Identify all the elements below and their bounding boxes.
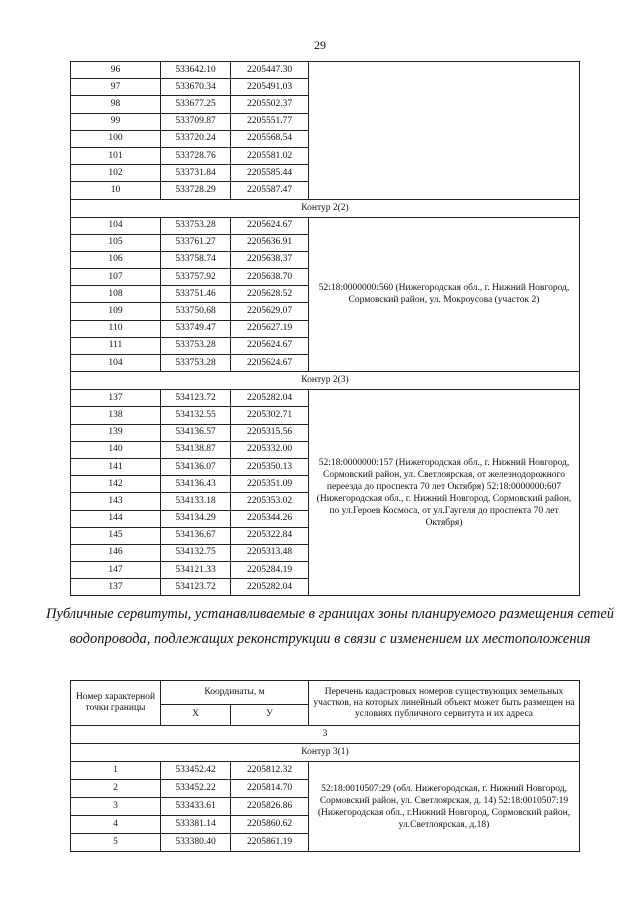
coord-y: 2205814.70: [231, 780, 309, 798]
point-number: 137: [71, 390, 161, 407]
coord-x: 533758.74: [161, 251, 231, 268]
table-row: [71, 762, 580, 780]
point-number: 100: [71, 130, 161, 147]
coord-x: 533677.25: [161, 96, 231, 113]
coord-y: 2205322.84: [231, 527, 309, 544]
coord-x: 533452.22: [161, 780, 231, 798]
coord-y: 2205282.04: [231, 579, 309, 596]
point-number: 139: [71, 424, 161, 441]
coord-y: 2205502.37: [231, 96, 309, 113]
table-row: [71, 62, 580, 79]
coord-y: 2205491.03: [231, 79, 309, 96]
point-number: 146: [71, 544, 161, 561]
coord-x: 533751.46: [161, 286, 231, 303]
point-number: 105: [71, 234, 161, 251]
point-number: 104: [71, 355, 161, 372]
coord-y: 2205332.00: [231, 441, 309, 458]
point-number: 99: [71, 113, 161, 130]
coord-x: 534136.43: [161, 476, 231, 493]
coord-x: 534123.72: [161, 579, 231, 596]
contour-header-row: [71, 199, 580, 217]
coord-y: 2205860.62: [231, 816, 309, 834]
header-coordinates: Координаты, м: [161, 681, 309, 705]
header-point-number: Номер характерной точки границы: [71, 681, 161, 726]
coord-x: 533642.10: [161, 62, 231, 79]
coord-x: 533750.68: [161, 303, 231, 320]
page-number: 29: [314, 38, 326, 52]
coord-x: 533452.42: [161, 762, 231, 780]
point-number: 140: [71, 441, 161, 458]
table-row: [71, 217, 580, 234]
contour-header: Контур 2(3): [71, 372, 580, 390]
coord-y: 2205624.67: [231, 337, 309, 354]
coord-y: 2205568.54: [231, 130, 309, 147]
point-number: 145: [71, 527, 161, 544]
cadastral-description: [309, 62, 580, 200]
cadastral-description: 52:18:0000000:560 (Нижегородская обл., г. Нижний Новгород, Сормовский район, ул. Мокроусова (участок 2): [309, 217, 580, 372]
contour-header: Контур 3(1): [71, 744, 580, 762]
coord-x: 533709.87: [161, 113, 231, 130]
coord-y: 2205284.19: [231, 562, 309, 579]
point-number: 97: [71, 79, 161, 96]
coord-x: 533728.29: [161, 182, 231, 199]
coord-x: 533761.27: [161, 234, 231, 251]
point-number: 3: [71, 798, 161, 816]
point-number: 147: [71, 562, 161, 579]
table-row: [71, 390, 580, 407]
coord-y: 2205353.02: [231, 493, 309, 510]
coord-y: 2205861.19: [231, 834, 309, 852]
coord-x: 533670.34: [161, 79, 231, 96]
coord-y: 2205313.48: [231, 544, 309, 561]
point-number: 2: [71, 780, 161, 798]
header-x: X: [161, 704, 231, 725]
coord-y: 2205629.07: [231, 303, 309, 320]
contour-header: Контур 2(2): [71, 199, 580, 217]
coord-x: 533728.76: [161, 147, 231, 164]
coord-x: 534138.87: [161, 441, 231, 458]
cadastral-description: 52:18:0000000:157 (Нижегородская обл., г. Нижний Новгород, Сормовский район, ул. Светлоярская, от железнодорожного переезда до проспекта 70 лет Октября) 52:18:0000000:607 (Нижегородская обл., г. Нижний Новгород, Сормовский район, по ул.Героев Космоса, от ул.Гаугеля до проспекта 70 лет Октября): [309, 390, 580, 596]
coord-x: 533753.28: [161, 337, 231, 354]
point-number: 5: [71, 834, 161, 852]
point-number: 110: [71, 320, 161, 337]
point-number: 102: [71, 165, 161, 182]
servitude-table: [70, 680, 580, 852]
coord-x: 533731.84: [161, 165, 231, 182]
coord-x: 534132.55: [161, 407, 231, 424]
point-number: 144: [71, 510, 161, 527]
point-number: 111: [71, 337, 161, 354]
point-number: 10: [71, 182, 161, 199]
coord-x: 533753.28: [161, 217, 231, 234]
coord-y: 2205351.09: [231, 476, 309, 493]
coord-x: 534121.33: [161, 562, 231, 579]
coord-y: 2205638.37: [231, 251, 309, 268]
point-number: 104: [71, 217, 161, 234]
point-number: 1: [71, 762, 161, 780]
coord-x: 534132.75: [161, 544, 231, 561]
coord-y: 2205581.02: [231, 147, 309, 164]
point-number: 98: [71, 96, 161, 113]
point-number: 106: [71, 251, 161, 268]
coord-x: 534134.29: [161, 510, 231, 527]
coord-y: 2205302.71: [231, 407, 309, 424]
point-number: 96: [71, 62, 161, 79]
coord-y: 2205826.86: [231, 798, 309, 816]
coord-y: 2205627.19: [231, 320, 309, 337]
coord-x: 534136.07: [161, 458, 231, 475]
coord-y: 2205447.30: [231, 62, 309, 79]
coord-x: 534133.18: [161, 493, 231, 510]
point-number: 142: [71, 476, 161, 493]
coord-x: 534136.67: [161, 527, 231, 544]
coord-x: 533753.28: [161, 355, 231, 372]
coord-x: 534123.72: [161, 390, 231, 407]
coord-y: 2205636.91: [231, 234, 309, 251]
header-y: У: [231, 704, 309, 725]
coord-x: 533720.24: [161, 130, 231, 147]
coord-y: 2205585.44: [231, 165, 309, 182]
point-number: 143: [71, 493, 161, 510]
header-cadastral-list: Перечень кадастровых номеров существующих земельных участков, на которых линейный объект может быть размещен на условиях публичного сервитута и их адреса: [309, 681, 580, 726]
coordinates-table-top: [70, 61, 580, 596]
point-number: 108: [71, 286, 161, 303]
coord-y: 2205638.70: [231, 269, 309, 286]
coord-y: 2205315.56: [231, 424, 309, 441]
coord-y: 2205551.77: [231, 113, 309, 130]
point-number: 107: [71, 269, 161, 286]
coord-x: 533757.92: [161, 269, 231, 286]
column-number-row: 3: [71, 726, 580, 744]
coord-y: 2205587.47: [231, 182, 309, 199]
coord-y: 2205350.13: [231, 458, 309, 475]
contour-header-row: [71, 372, 580, 390]
coord-x: 534136.57: [161, 424, 231, 441]
point-number: 141: [71, 458, 161, 475]
coord-x: 533433.61: [161, 798, 231, 816]
coord-y: 2205282.04: [231, 390, 309, 407]
coord-x: 533381.14: [161, 816, 231, 834]
coord-y: 2205812.32: [231, 762, 309, 780]
coord-y: 2205628.52: [231, 286, 309, 303]
point-number: 101: [71, 147, 161, 164]
coord-y: 2205344.26: [231, 510, 309, 527]
point-number: 4: [71, 816, 161, 834]
section-title: Публичные сервитуты, устанавливаемые в границах зоны планируемого размещения сетей водопровода, подлежащих реконструкции в связи с изменением их местоположения: [45, 606, 615, 647]
point-number: 138: [71, 407, 161, 424]
cadastral-description: 52:18:0010507:29 (обл. Нижегородская, г. Нижний Новгород, Сормовский район, ул. Светлоярская, д. 14) 52:18:0010507:19 (Нижегородская обл., г.Нижний Новгород, Сормовский район, ул.Светлоярская, д.18): [309, 762, 580, 852]
point-number: 137: [71, 579, 161, 596]
coord-x: 533380.40: [161, 834, 231, 852]
coord-x: 533749.47: [161, 320, 231, 337]
point-number: 109: [71, 303, 161, 320]
coord-y: 2205624.67: [231, 355, 309, 372]
coord-y: 2205624.67: [231, 217, 309, 234]
